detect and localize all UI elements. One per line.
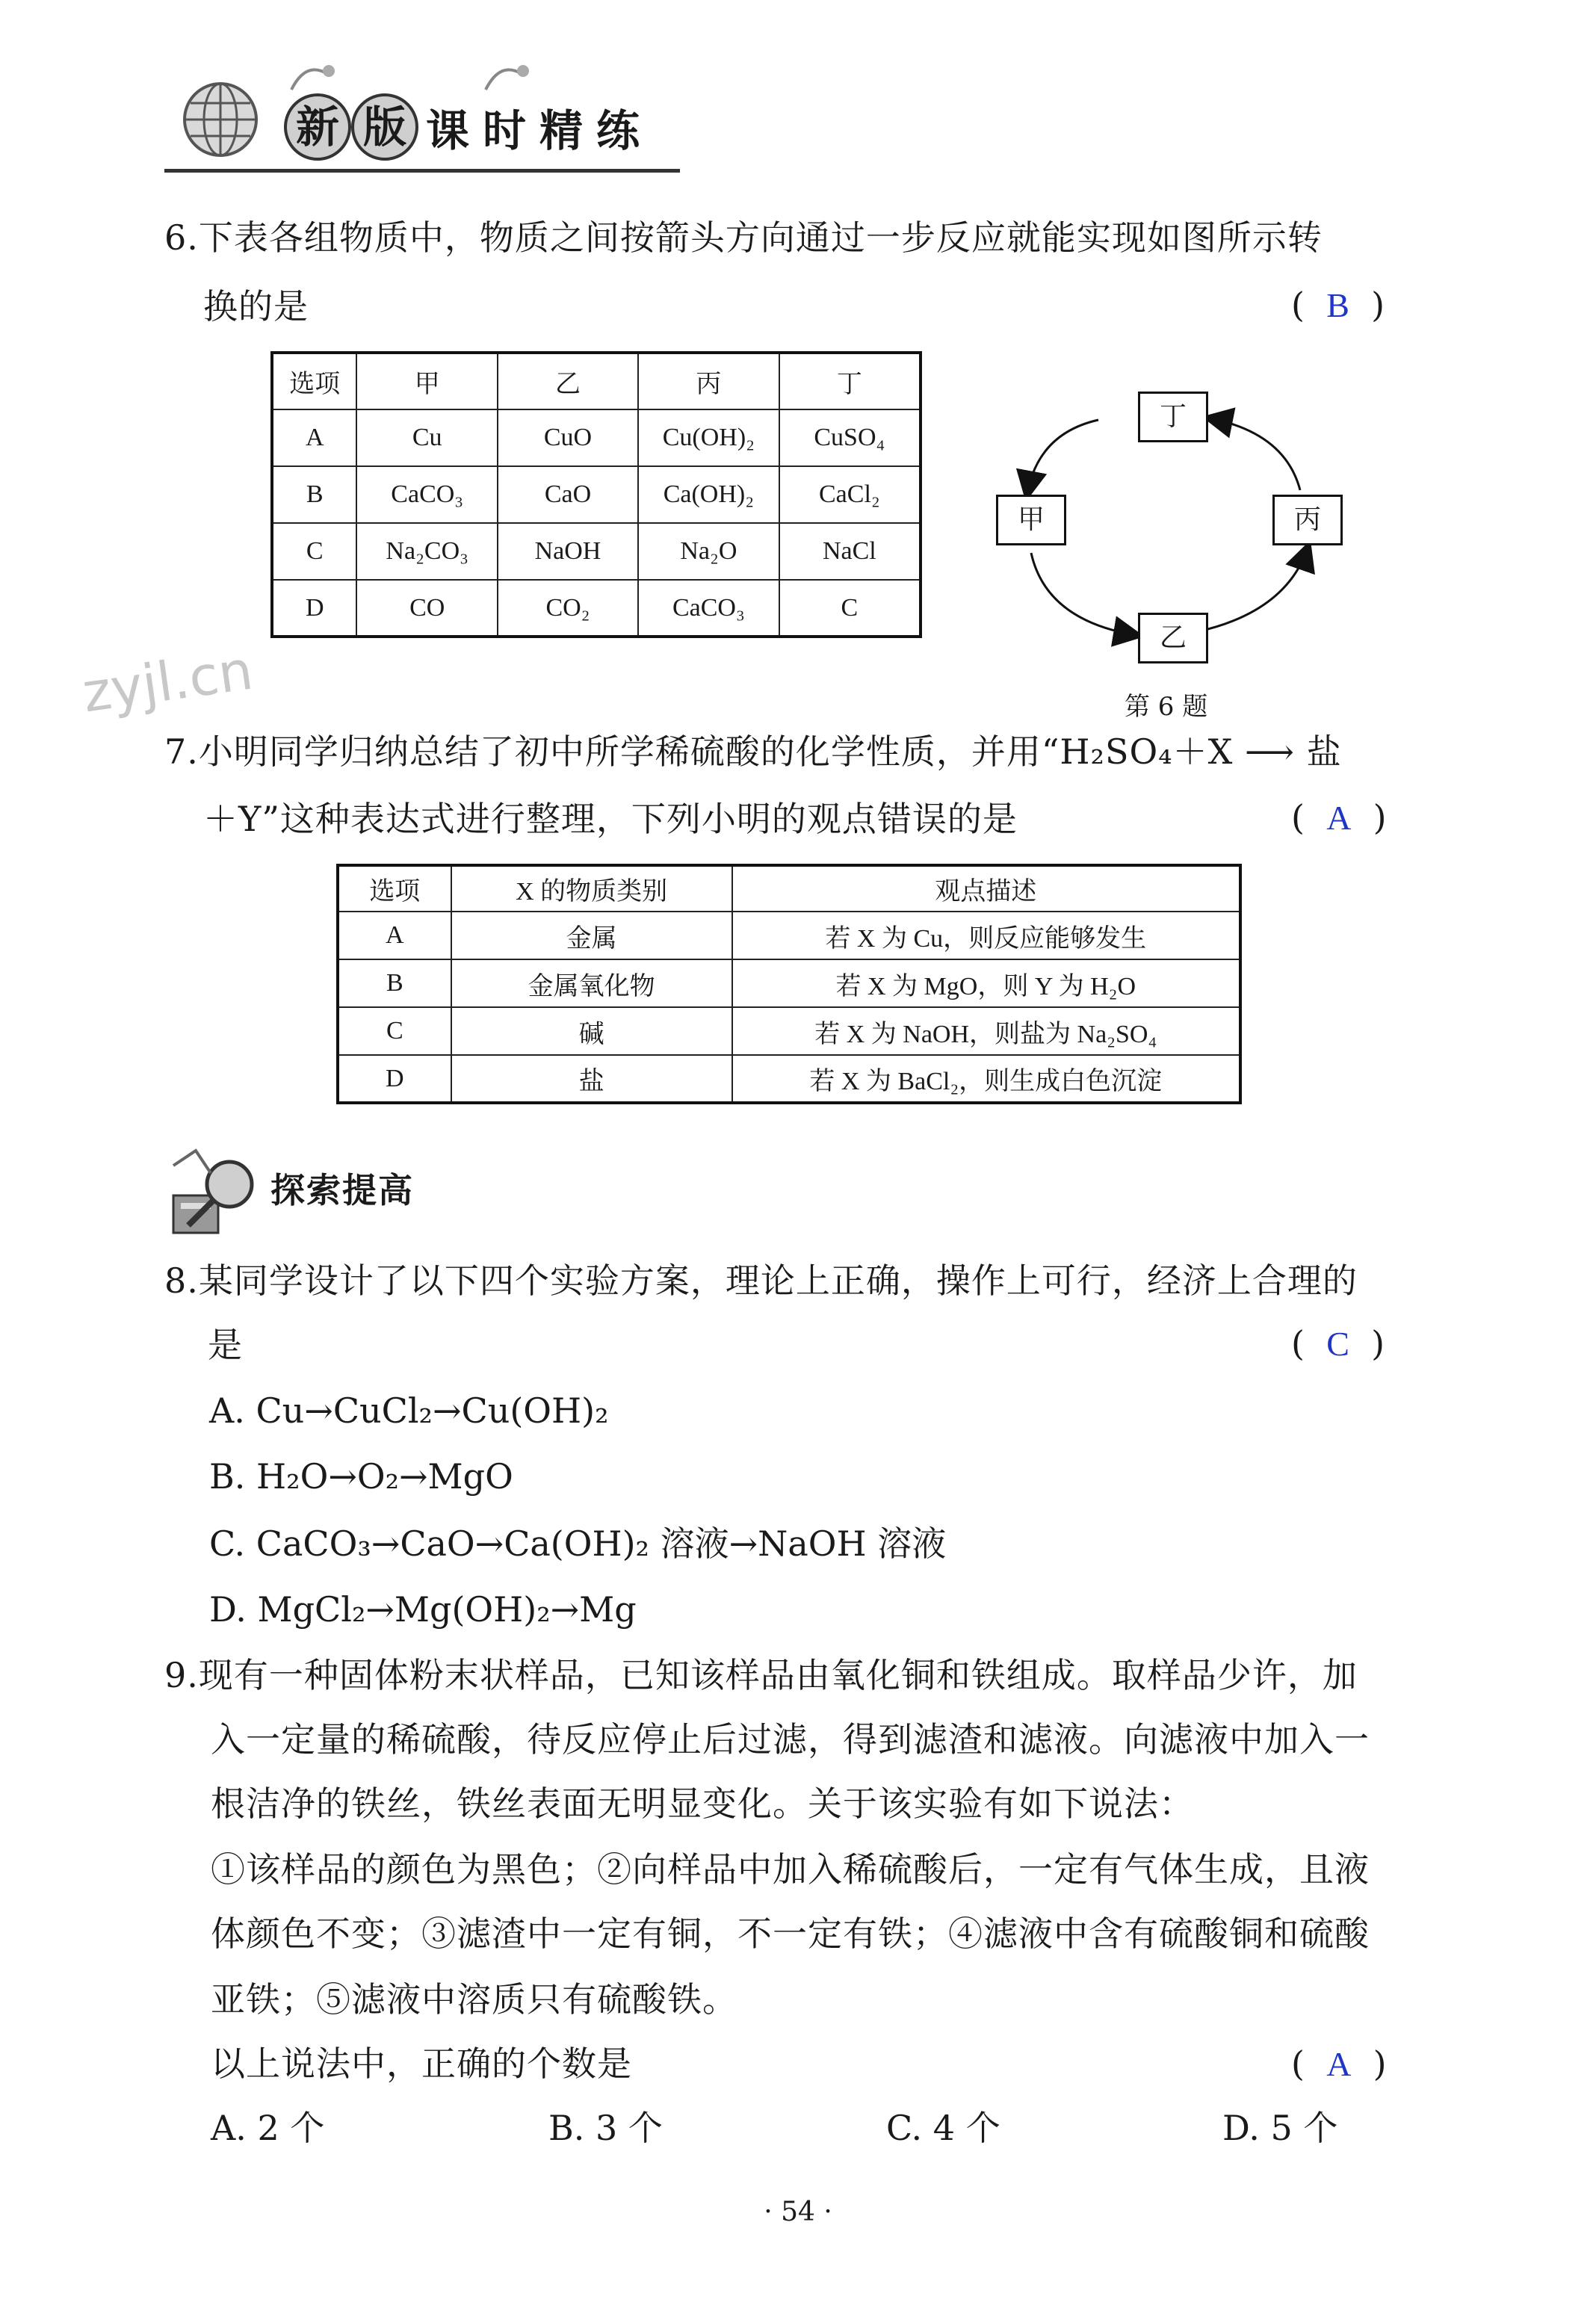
table-cell: 若 X 为 Cu，则反应能够发生 xyxy=(732,912,1240,959)
node-yi: 乙 xyxy=(1138,613,1208,663)
q9-option-c: C. 4 个 xyxy=(886,2108,1000,2148)
q9-option-d: D. 5 个 xyxy=(1222,2108,1338,2148)
table-cell: 若 X 为 BaCl₂，则生成白色沉淀 xyxy=(732,1055,1240,1103)
section-header xyxy=(166,1143,435,1240)
table-cell: 选项 xyxy=(338,865,451,912)
table-cell: CaO xyxy=(498,466,638,523)
table-cell: CaCO₃ xyxy=(356,466,497,523)
table-cell: Cu(OH)₂ xyxy=(638,409,779,466)
q7-answer: ( A ) xyxy=(1291,797,1387,838)
table-row xyxy=(338,959,1240,1007)
q9-answer: ( A ) xyxy=(1291,2044,1387,2084)
q8-option-d: D. MgCl₂→Mg(OH)₂→Mg xyxy=(209,1589,637,1630)
table-cell: A xyxy=(338,912,451,959)
table-row xyxy=(338,1007,1240,1055)
table-cell: Ca(OH)₂ xyxy=(638,466,779,523)
table-cell: 乙 xyxy=(498,353,638,409)
section-title: 探索提高 xyxy=(270,1170,414,1210)
q6-line2: 换的是 xyxy=(203,286,309,327)
table-cell: CuSO₄ xyxy=(779,409,921,466)
node-bing: 丙 xyxy=(1272,495,1343,545)
table-header-row xyxy=(338,865,1240,912)
page-number: · 54 · xyxy=(764,2197,832,2227)
leaf-decoration-icon xyxy=(276,52,560,97)
table-row xyxy=(272,523,921,580)
q6-line1: 6.下表各组物质中，物质之间按箭头方向通过一步反应就能实现如图所示转 xyxy=(164,217,1323,258)
table-row xyxy=(272,580,921,637)
table-cell: 盐 xyxy=(451,1055,732,1103)
q6-caption: 第 6 题 xyxy=(1125,692,1208,722)
table-row xyxy=(272,409,921,466)
watermark: zyjl.cn xyxy=(78,638,257,725)
table-cell: 若 X 为 MgO，则 Y 为 H₂O xyxy=(732,959,1240,1007)
q9-line: 根洁净的铁丝，铁丝表面无明显变化。关于该实验有如下说法： xyxy=(211,1783,1194,1824)
q7-line2: ＋Y”这种表达式进行整理，下列小明的观点错误的是 xyxy=(203,799,1018,839)
q7-answer-letter: A xyxy=(1326,799,1352,837)
table-cell: D xyxy=(272,580,356,637)
q9-answer-letter: A xyxy=(1326,2045,1352,2083)
table-cell: CaCO₃ xyxy=(638,580,779,637)
table-row xyxy=(338,912,1240,959)
q9-line: 体颜色不变；③滤渣中一定有铜，不一定有铁；④滤液中含有硫酸铜和硫酸 xyxy=(211,1913,1370,1954)
table-row xyxy=(272,466,921,523)
q9-line: 亚铁；⑤滤液中溶质只有硫酸铁。 xyxy=(211,1979,737,2020)
table-cell: 金属 xyxy=(451,912,732,959)
badge-new: 新 xyxy=(284,93,351,161)
q8-option-c: C. CaCO₃→CaO→Ca(OH)₂ 溶液→NaOH 溶液 xyxy=(209,1523,947,1564)
table-cell: CaCl₂ xyxy=(779,466,921,523)
table-cell: C xyxy=(272,523,356,580)
q6-table xyxy=(270,351,922,638)
badge-edition: 版 xyxy=(351,93,418,161)
header-rule xyxy=(164,169,680,173)
table-cell: D xyxy=(338,1055,451,1103)
magnifier-books-icon xyxy=(166,1143,270,1240)
table-cell: 甲 xyxy=(356,353,497,409)
table-cell: Na₂CO₃ xyxy=(356,523,497,580)
q9-option-a: A. 2 个 xyxy=(211,2108,325,2148)
q9-line: ①该样品的颜色为黑色；②向样品中加入稀硫酸后，一定有气体生成，且液 xyxy=(211,1849,1370,1890)
table-cell: Cu xyxy=(356,409,497,466)
q8-line2: 是 xyxy=(208,1325,243,1365)
q7-line1: 7.小明同学归纳总结了初中所学稀硫酸的化学性质，并用“H₂SO₄＋X ⟶ 盐 xyxy=(164,731,1342,772)
globe-logo-icon xyxy=(176,75,265,164)
node-ding: 丁 xyxy=(1138,392,1208,442)
q6-answer-letter: B xyxy=(1326,286,1349,324)
q8-option-a: A. Cu→CuCl₂→Cu(OH)₂ xyxy=(209,1390,609,1431)
header xyxy=(164,52,687,179)
table-cell: B xyxy=(272,466,356,523)
q7-table xyxy=(336,864,1242,1104)
table-cell: C xyxy=(338,1007,451,1055)
q9-line: 以上说法中，正确的个数是 xyxy=(211,2044,632,2084)
table-cell: CO₂ xyxy=(498,580,638,637)
table-cell: 金属氧化物 xyxy=(451,959,732,1007)
table-cell: 选项 xyxy=(272,353,356,409)
table-header-row xyxy=(272,353,921,409)
q6-diagram xyxy=(986,381,1360,680)
table-cell: 碱 xyxy=(451,1007,732,1055)
node-jia: 甲 xyxy=(996,495,1066,545)
q8-option-b: B. H₂O→O₂→MgO xyxy=(209,1456,513,1497)
table-cell: 若 X 为 NaOH，则盐为 Na₂SO₄ xyxy=(732,1007,1240,1055)
q6-answer: ( B ) xyxy=(1291,285,1385,325)
table-cell: NaOH xyxy=(498,523,638,580)
table-cell: C xyxy=(779,580,921,637)
q9-line: 入一定量的稀硫酸，待反应停止后过滤，得到滤渣和滤液。向滤液中加入一 xyxy=(211,1719,1370,1760)
table-cell: NaCl xyxy=(779,523,921,580)
table-cell: Na₂O xyxy=(638,523,779,580)
table-cell: 丁 xyxy=(779,353,921,409)
q9-option-b: B. 3 个 xyxy=(548,2108,663,2148)
table-cell: 丙 xyxy=(638,353,779,409)
q8-answer: ( C ) xyxy=(1291,1323,1385,1364)
table-cell: 观点描述 xyxy=(732,865,1240,912)
q8-answer-letter: C xyxy=(1326,1325,1349,1363)
table-row xyxy=(338,1055,1240,1103)
table-cell: X 的物质类别 xyxy=(451,865,732,912)
q8-line1: 8.某同学设计了以下四个实验方案，理论上正确，操作上可行，经济上合理的 xyxy=(164,1260,1358,1301)
table-cell: CuO xyxy=(498,409,638,466)
q9-line: 9.现有一种固体粉末状样品，已知该样品由氧化铜和铁组成。取样品少许，加 xyxy=(164,1655,1358,1695)
table-cell: B xyxy=(338,959,451,1007)
header-title: 课时精练 xyxy=(426,105,654,156)
table-cell: A xyxy=(272,409,356,466)
table-cell: CO xyxy=(356,580,497,637)
